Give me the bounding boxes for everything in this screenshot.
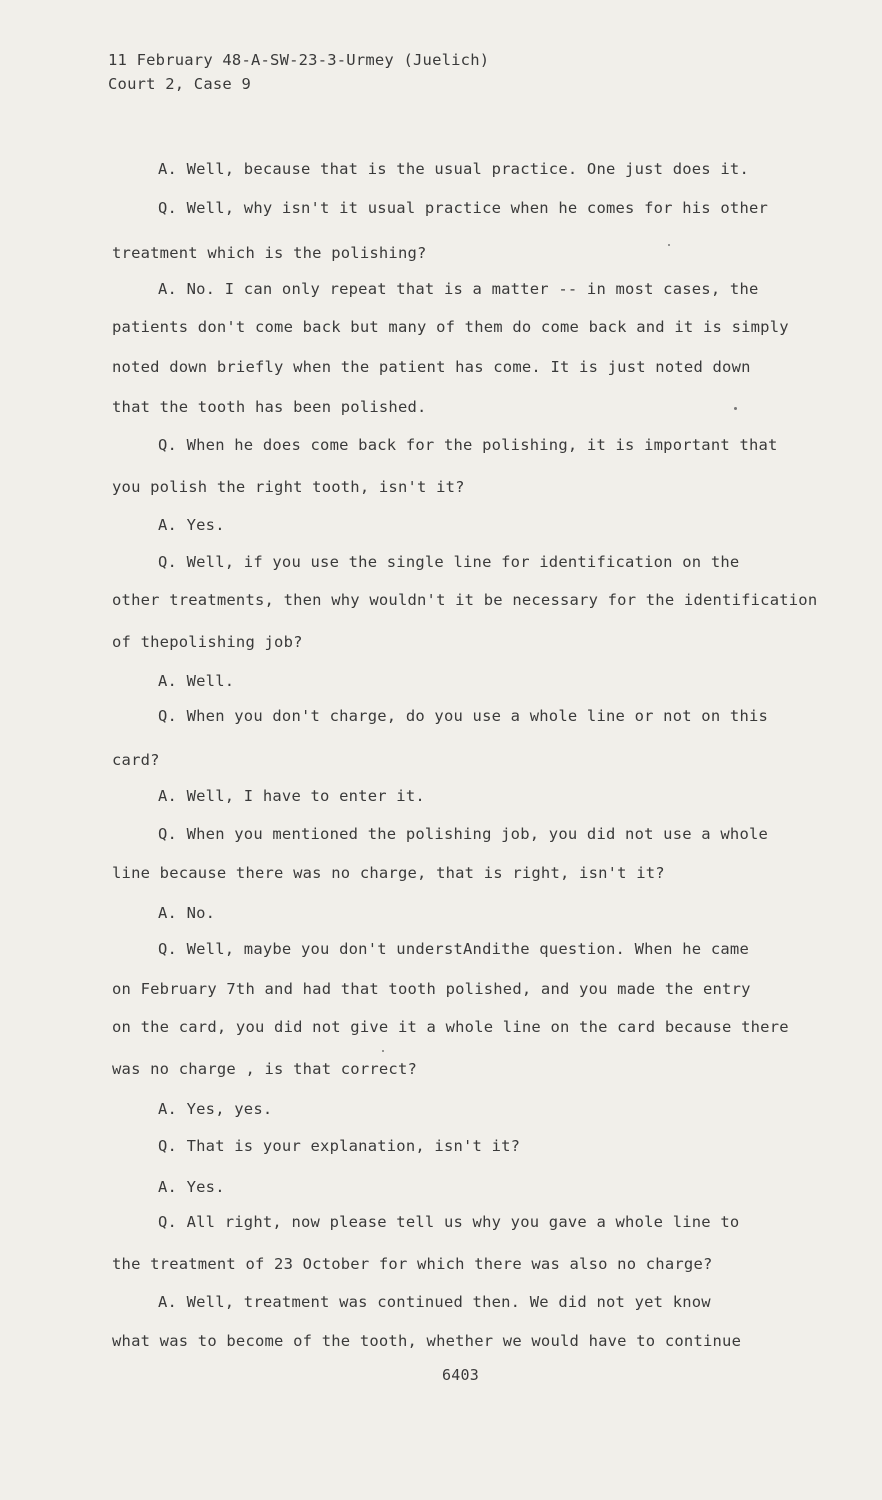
transcript-line: of thepolishing job? (112, 633, 303, 651)
transcript-line: the treatment of 23 October for which there was also no charge? (112, 1255, 713, 1273)
transcript-line: was no charge , is that correct? (112, 1060, 418, 1078)
transcript-line: Q. That is your explanation, isn't it? (158, 1137, 521, 1155)
page-number: 6403 (442, 1366, 479, 1384)
transcript-line: A. Yes. (158, 1178, 225, 1196)
ink-speck (668, 244, 670, 246)
transcript-line: Q. Well, why isn't it usual practice when he comes for his other (158, 199, 769, 217)
transcript-line: A. Well, because that is the usual practice. One just does it. (158, 160, 749, 178)
transcript-line: A. Yes. (158, 516, 225, 534)
transcript-line: A. No. I can only repeat that is a matter -- in most cases, the (158, 280, 759, 298)
ink-speck (382, 1050, 384, 1052)
transcript-line: on February 7th and had that tooth polished, and you made the entry (112, 980, 751, 998)
transcript-line: Q. Well, maybe you don't understAndithe question. When he came (158, 940, 749, 958)
transcript-line: Q. All right, now please tell us why you gave a whole line to (158, 1213, 740, 1231)
transcript-line: treatment which is the polishing? (112, 244, 427, 262)
transcript-line: on the card, you did not give it a whole line on the card because there (112, 1018, 789, 1036)
ink-speck (734, 407, 737, 410)
transcript-line: A. No. (158, 904, 216, 922)
transcript-line: you polish the right tooth, isn't it? (112, 478, 465, 496)
transcript-line: line because there was no charge, that is right, isn't it? (112, 864, 665, 882)
transcript-line: A. Well, I have to enter it. (158, 787, 425, 805)
header-court-case: Court 2, Case 9 (108, 75, 251, 93)
transcript-line: other treatments, then why wouldn't it be necessary for the identification (112, 591, 818, 609)
transcript-line: card? (112, 751, 160, 769)
header-case-reference: 11 February 48-A-SW-23-3-Urmey (Juelich) (108, 51, 490, 69)
transcript-line: A. Well. (158, 672, 235, 690)
transcript-line: what was to become of the tooth, whether we would have to continue (112, 1332, 742, 1350)
transcript-line: Q. When you mentioned the polishing job, you did not use a whole (158, 825, 769, 843)
transcript-line: patients don't come back but many of them do come back and it is simply (112, 318, 789, 336)
transcript-line: Q. When he does come back for the polishing, it is important that (158, 436, 778, 454)
transcript-line: noted down briefly when the patient has come. It is just noted down (112, 358, 751, 376)
transcript-line: Q. Well, if you use the single line for identification on the (158, 553, 740, 571)
document-header (108, 48, 489, 96)
transcript-line: Q. When you don't charge, do you use a whole line or not on this (158, 707, 769, 725)
transcript-line: A. Yes, yes. (158, 1100, 273, 1118)
transcript-line: that the tooth has been polished. (112, 398, 427, 416)
transcript-line: A. Well, treatment was continued then. We did not yet know (158, 1293, 711, 1311)
